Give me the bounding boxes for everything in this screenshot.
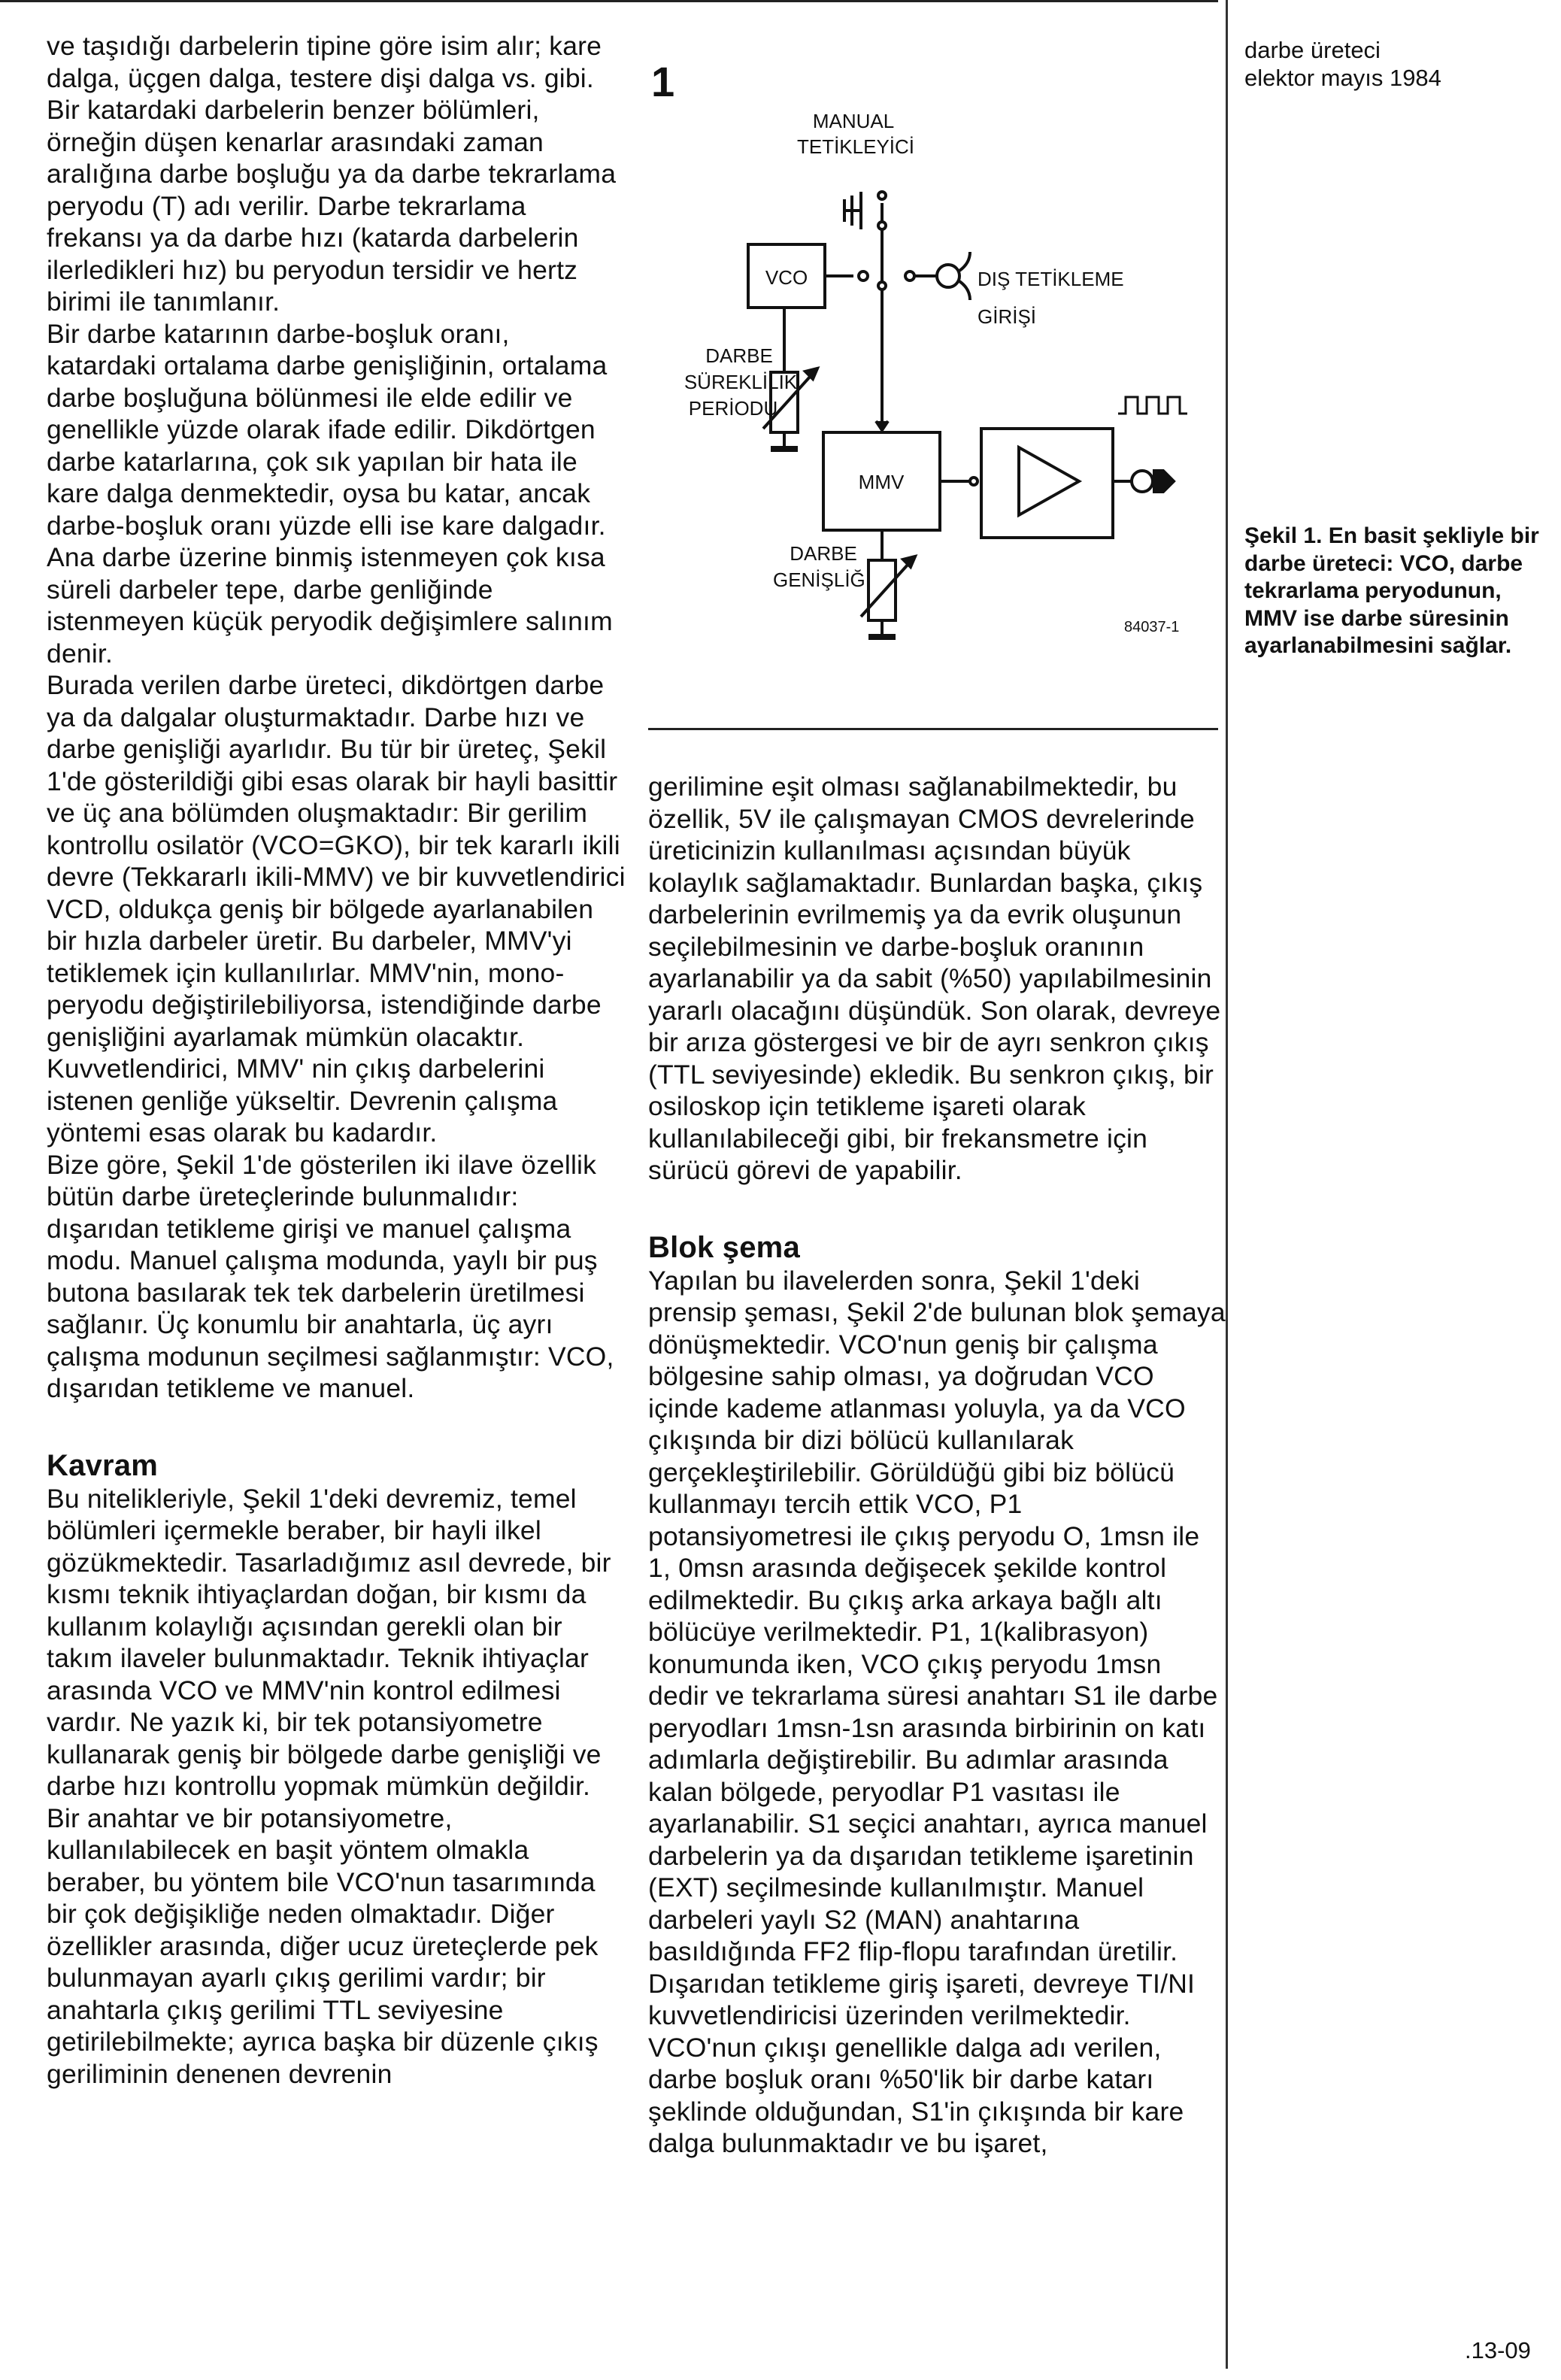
paragraph: Bir darbe katarının darbe-boşluk oranı, katardaki ortalama darbe genişliğinin, ortalama darbe boşluğuna bölünmesi ile elde edilir ve genellikle yüzde olarak ifade edilir. Dikdörtgen darbe katarlarına, çok sık yapılan bir hata ile kare dalga denmektedir, oysa bu katar, ancak darbe-boşluk oranı yüzde elli ise kare dalgadır. Ana darbe üzerine binmiş istenmeyen çok kısa süreli darbeler tepe, darbe genliğinde istenmeyen küçük peryodik değişimlere salınım denir. [47, 318, 613, 669]
left-column [47, 30, 626, 2090]
ext-jack-icon [937, 265, 959, 287]
paragraph: ve taşıdığı darbelerin tipine göre isim alır; kare dalga, üçgen dalga, testere dişi dalga vs. gibi. Bir katardaki darbelerin benzer bölümleri, örneğin düşen kenarlar arasındaki zaman aralığına darbe boşluğu ya da darbe tekrarlama peryodu (T) adı verilir. Darbe tekrarlama frekansı ya da darbe hızı (katarda darbelerin ilerledikleri hız) bu peryodun tersidir ve hertz birimi ile tanımlanır. [47, 31, 617, 317]
page-number: .13-09 [1465, 2337, 1531, 2363]
label-vco: VCO [765, 266, 808, 289]
figure-number: 1 [651, 58, 675, 105]
pulse-wave-icon [1118, 397, 1187, 414]
label-period-2: SÜREKLİLİK [684, 371, 798, 393]
header-title: darbe üreteci [1244, 37, 1381, 63]
label-width-1: DARBE [790, 542, 857, 565]
label-manual: MANUAL [812, 110, 895, 132]
paragraph: gerilimine eşit olması sağlanabilmektedir, bu özellik, 5V ile çalışmayan CMOS devrelerinde üreticinizin kullanılması açısından büyük kolaylık sağlamaktadır. Bunlardan başka, çıkış darbelerinin evrilmemiş ya da evrik oluşunun seçilebilmesinin ve darbe-boşluk oranının ayarlanabilir ya da sabit (%50) yapılabilmesinin yararlı olacağını düşündük. Son olarak, devreye bir arıza göstergesi ve bir de ayrı senkron çıkış (TTL seviyesinde) ekledik. Bu senkron çıkış, bir osiloskop için tetikleme işareti olarak kullanılabileceği gibi, bir frekansmetre için sürücü görevi de yapabilir. [648, 772, 1221, 1185]
figure-block-diagram [643, 53, 1222, 714]
width-pot-icon [868, 560, 896, 620]
pushbutton-icon [844, 192, 861, 229]
amplifier-box [981, 429, 1113, 538]
figure-rule [648, 728, 1218, 730]
label-ext-1: DIŞ TETİKLEME [978, 268, 1124, 290]
output-jack-icon [1132, 471, 1153, 492]
running-header [1244, 36, 1545, 92]
amplifier-icon [1019, 447, 1079, 515]
label-trigger: TETİKLEYİCİ [796, 135, 915, 158]
label-period-3: PERİODU [688, 397, 778, 420]
section-heading-blok-sema: Blok şema [648, 1230, 800, 1264]
paragraph: Yapılan bu ilavelerden sonra, Şekil 1'deki prensip şeması, Şekil 2'de bulunan blok şemaya dönüşmektedir. VCO'nun geniş bir çalışma bölgesine sahip olması, ya doğrudan VCO içinde kademe atlanması yoluyla, ya da VCO çıkışında bir dizi bölücü kullanılarak gerçekleştirilebilir. Görüldüğü gibi biz bölücü kullanmayı tercih ettik VCO, P1 potansiyometresi ile çıkış peryodu O, 1msn ile 1, 0msn arasında değişecek şekilde kontrol edilmektedir. Bu çıkış arka arkaya bağlı altı bölücüye verilmektedir. P1, 1(kalibrasyon) konumunda iken, VCO çıkış peryodu 1msn dedir ve tekrarlama süresi anahtarı S1 ile darbe peryodları 1msn-1sn arasında birbirinin on katı adımlarla değiştirebilir. Bu adımlar arasında kalan bölgede, peryodlar P1 vasıtası ile ayarlanabilir. S1 seçici anahtarı, ayrıca manuel darbelerin ya da dışarıdan tetikleme işaretinin (EXT) seçilmesinde kullanılmıştır. Manuel darbeleri yaylı S2 (MAN) anahtarına basıldığında FF2 flip-flopu tarafından üretilir. Dışarıdan tetikleme giriş işareti, devreye TI/NI kuvvetlendiricisi üzerinden verilmektedir. VCO'nun çıkışı genellikle dalga adı verilen, darbe boşluk oranı %50'lik bir darbe katarı şeklinde olduğundan, S1'in çıkışında bir kare dalga bulunmaktadır ve bu işaret, [648, 1265, 1226, 2158]
section-heading-kavram: Kavram [47, 1448, 158, 1482]
label-period-1: DARBE [705, 344, 773, 367]
top-rule [0, 0, 1218, 2]
paragraph: Bize göre, Şekil 1'de gösterilen iki ilave özellik bütün darbe üreteçlerinde bulunmalıdır: dışarıdan tetikleme girişi ve manuel çalışma modu. Manuel çalışma modunda, yaylı bir puş butona basılarak tek tek darbelerin üretilmesi sağlanır. Üç konumlu bir anahtarla, üç ayrı çalışma modunun seçilmesi sağlanmıştır: VCO, dışarıdan tetikleme ve manuel. [47, 1149, 614, 1403]
paragraph: Burada verilen darbe üreteci, dikdörtgen darbe ya da dalgalar oluşturmaktadır. Darbe hızı ve darbe genişliği ayarlıdır. Bu tür bir üreteç, Şekil 1'de gösterildiği gibi esas olarak bir hayli basittir ve üç ana bölümden oluşmaktadır: Bir gerilim kontrollu osilatör (VCO=GKO), bir tek kararlı ikili devre (Tekkararlı ikili-MMV) ve bir kuvvetlendirici VCD, oldukça geniş bir bölgede ayarlanabilen bir hızla darbeler üretir. Bu darbeler, MMV'yi tetiklemek için kullanılırlar. MMV'nin, mono-peryodu değiştirilebiliyorsa, istendiğinde darbe genişliğini ayarlamak mümkün olacaktır. Kuvvetlendirici, MMV' nin çıkış darbelerini istenen genliğe yükseltir. Devrenin çalışma yöntemi esas olarak bu kadardır. [47, 670, 626, 1148]
label-width-2: GENİŞLİĞİ [772, 568, 871, 591]
label-mmv: MMV [858, 471, 905, 493]
right-column [648, 771, 1227, 2160]
label-ext-2: GİRİŞİ [978, 305, 1037, 328]
figure-caption: Şekil 1. En basit şekliyle bir darbe üreteci: VCO, darbe tekrarlama peryodunun, MMV ise darbe süresinin ayarlanabilmesini sağlar. [1244, 523, 1539, 658]
header-issue: elektor mayıs 1984 [1244, 65, 1441, 91]
paragraph: Bu nitelikleriyle, Şekil 1'deki devremiz, temel bölümleri içermekle beraber, bir hayli ilkel gözükmektedir. Tasarladığımız asıl devrede, bir kısmı teknik ihtiyaçlardan doğan, bir kısmı da kullanım kolaylığı açısından gerekli olan bir takım ilaveler bulunmaktadır. Teknik ihtiyaçlar arasında VCO ve MMV'nin kontrol edilmesi vardır. Ne yazık ki, bir tek potansiyometre kullanarak geniş bir bölgede darbe genişliği ve darbe hızı kontrollu yopmak mümkün değildir. Bir anahtar ve bir potansiyometre, kullanılabilecek en başit yöntem olmakla beraber, bu yöntem bile VCO'nun tasarımında bir çok değişikliğe neden olmaktadır. Diğer özellikler arasında, diğer ucuz üreteçlerde pek bulunmayan ayarlı çıkış gerilimi vardır; bir anahtarla çıkış gerilimi TTL seviyesine getirilebilmekte; ayrıca başka bir düzenle çıkış geriliminin denenen devrenin [47, 1483, 611, 2089]
figure-code: 84037-1 [1124, 619, 1180, 635]
